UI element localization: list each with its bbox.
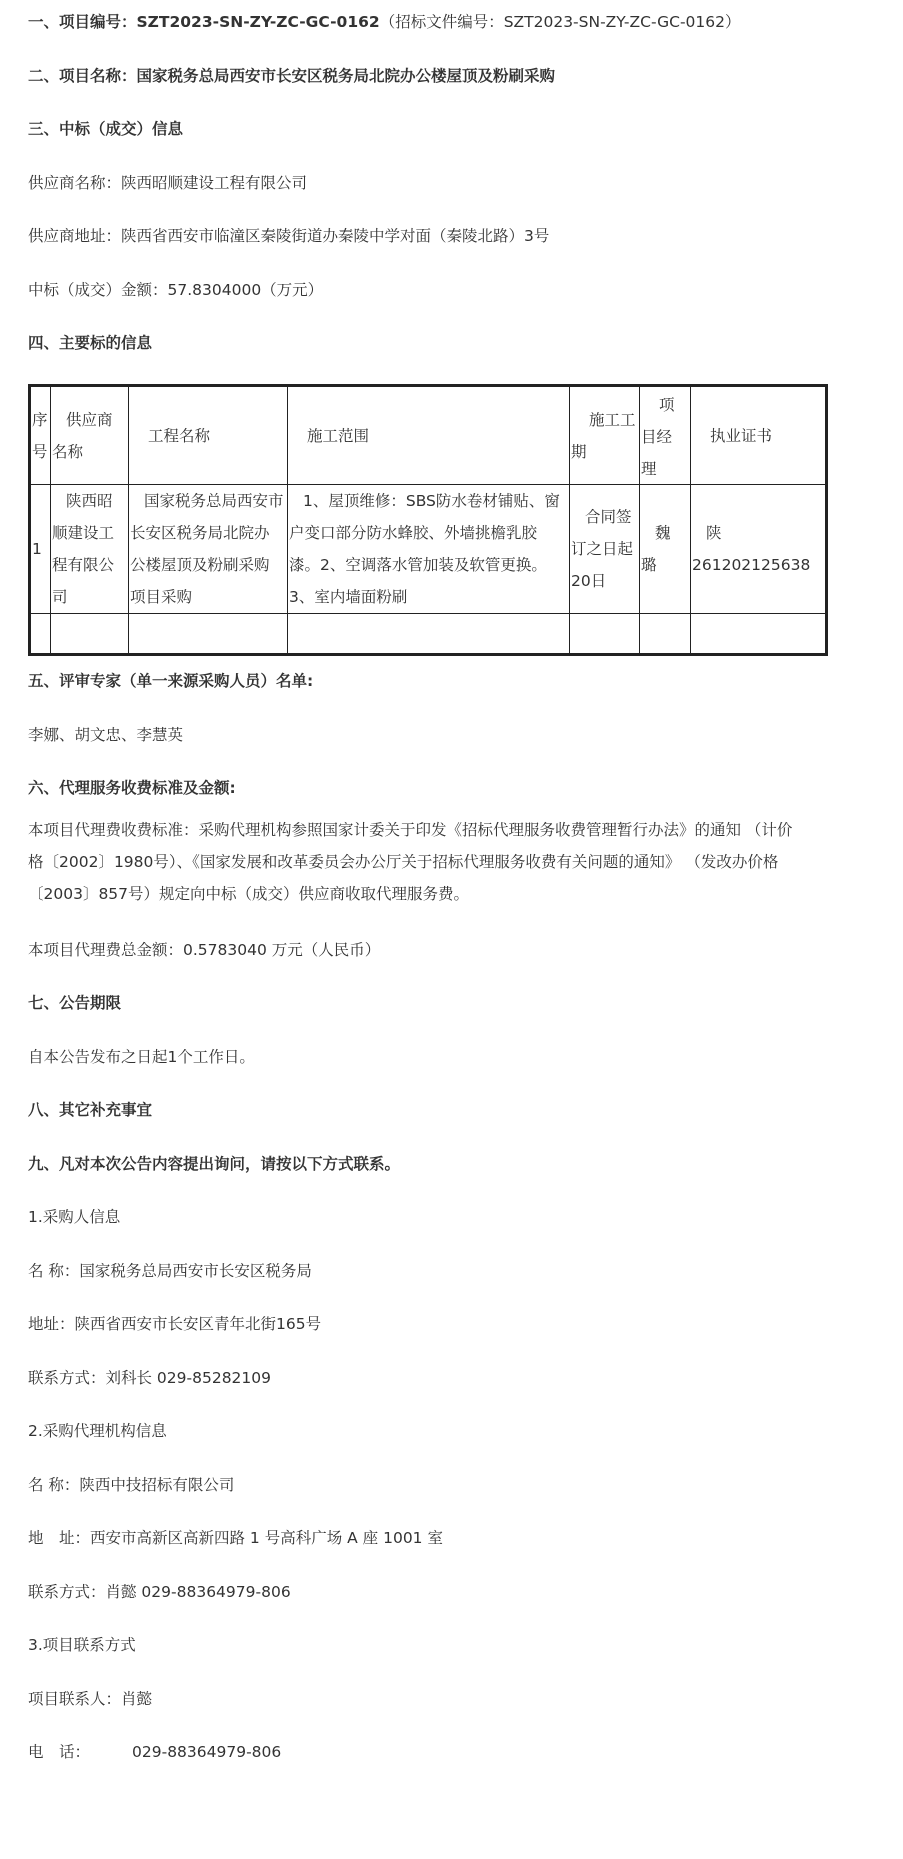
purchaser-name: 名 称：国家税务总局西安市长安区税务局 [28, 1262, 312, 1280]
fee-total: 本项目代理费总金额：0.5783040 万元（人民币） [28, 941, 381, 959]
row-cert: 陕 261202125638 [692, 524, 811, 574]
project-number-value: SZT2023-SN-ZY-ZC-GC-0162 [136, 13, 380, 31]
project-name-label: 二、项目名称： [28, 67, 137, 85]
project-contact-phone [28, 1740, 281, 1764]
project-number-line [28, 10, 741, 34]
table-grid-line [31, 613, 825, 614]
header-scope: 施工范围 [307, 427, 370, 445]
project-contact-person: 项目联系人：肖懿 [28, 1690, 153, 1708]
fee-standard: 本项目代理费收费标准：采购代理机构参照国家计委关于印发《招标代理服务收费管理暂行办法》的通知 （计价 格〔2002〕1980号）、《国家发展和改革委员会办公厅关于招标代理服务收费有关问题的通知》 （发改办价格 〔2003〕857号）规定向中标（成交）供应商收取代理服务费。 [28, 821, 793, 903]
notice-period: 自本公告发布之日起1个工作日。 [28, 1048, 255, 1066]
row-period: 合同签 订之日起 20日 [571, 508, 634, 590]
row-scope: 1、屋顶维修：SBS防水卷材铺贴、窗 户变口部分防水蜂胶、外墙挑檐乳胶 漆。2、空调落水管加装及软管更换。 3、室内墙面粉刷 [289, 492, 560, 606]
notice-period-heading: 七、公告期限 [28, 994, 122, 1012]
row-manager: 魏 璐 [641, 524, 671, 574]
agency-contact: 联系方式：肖懿 029-88364979-806 [28, 1583, 291, 1601]
main-items-heading: 四、主要标的信息 [28, 334, 153, 352]
header-supplier: 供应商 名称 [52, 411, 113, 461]
row-project: 国家税务总局西安市 长安区税务局北院办 公楼屋顶及粉刷采购 项目采购 [130, 492, 284, 606]
experts-list: 李娜、胡文忠、李慧英 [28, 726, 184, 744]
agency-heading: 2.采购代理机构信息 [28, 1422, 167, 1440]
experts-heading: 五、评审专家（单一来源采购人员）名单: [28, 672, 314, 690]
project-name-line [28, 64, 555, 88]
contact-heading: 九、凡对本次公告内容提出询问，请按以下方式联系。 [28, 1155, 401, 1173]
purchaser-address: 地址：陕西省西安市长安区青年北街165号 [28, 1315, 322, 1333]
project-number-label: 一、项目编号： [28, 13, 137, 31]
header-manager: 项 目经 理 [641, 396, 675, 478]
project-contact-heading: 3.项目联系方式 [28, 1636, 136, 1654]
award-table [28, 384, 828, 656]
fee-heading: 六、代理服务收费标准及金额: [28, 779, 236, 797]
agency-name: 名 称：陕西中技招标有限公司 [28, 1476, 235, 1494]
tender-doc-number: （招标文件编号：SZT2023-SN-ZY-ZC-GC-0162） [379, 13, 741, 31]
project-name-value: 国家税务总局西安市长安区税务局北院办公楼屋顶及粉刷采购 [136, 67, 556, 85]
header-no: 序 号 [32, 411, 48, 461]
row-no: 1 [32, 540, 42, 558]
purchaser-contact: 联系方式：刘科长 029-85282109 [28, 1369, 271, 1387]
header-project: 工程名称 [148, 427, 211, 445]
phone-value: 029-88364979-806 [132, 1743, 282, 1761]
header-period: 施工工 期 [571, 411, 636, 461]
agency-address: 地 址：西安市高新区高新四路 1 号高科广场 A 座 1001 室 [28, 1529, 443, 1547]
header-cert: 执业证书 [710, 427, 773, 445]
supplier-address: 供应商地址：陕西省西安市临潼区秦陵街道办秦陵中学对面（秦陵北路）3号 [28, 227, 550, 245]
award-amount: 中标（成交）金额：57.8304000（万元） [28, 281, 324, 299]
supplier-name: 供应商名称：陕西昭顺建设工程有限公司 [28, 174, 308, 192]
award-info-heading: 三、中标（成交）信息 [28, 120, 184, 138]
phone-label: 电 话： [28, 1743, 91, 1761]
other-matters-heading: 八、其它补充事宜 [28, 1101, 153, 1119]
purchaser-heading: 1.采购人信息 [28, 1208, 121, 1226]
row-supplier: 陕西昭 顺建设工 程有限公 司 [52, 492, 115, 606]
